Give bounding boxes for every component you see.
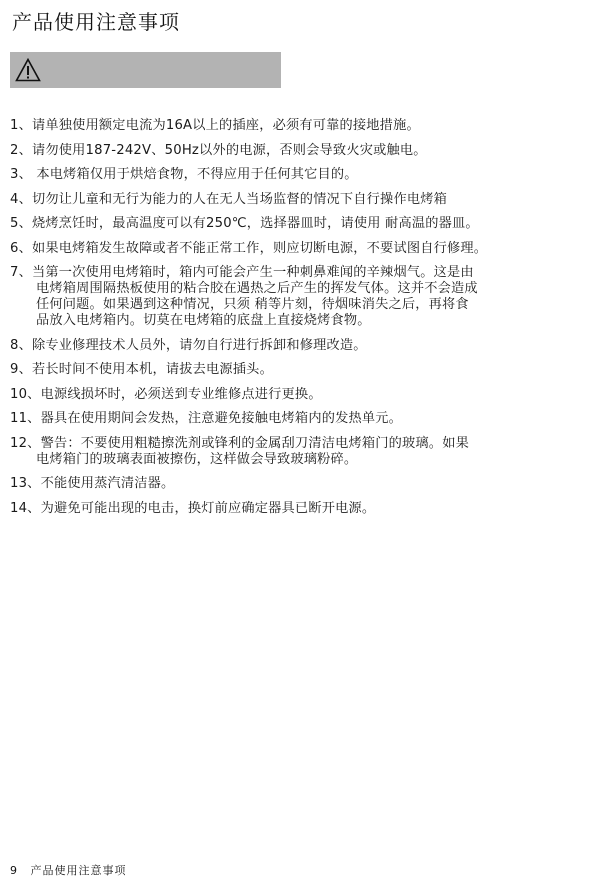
safety-note-line: 品放入电烤箱内。切莫在电烤箱的底盘上直接烧烤食物。 — [36, 313, 371, 328]
safety-note-line: 8、除专业修理技术人员外，请勿自行进行拆卸和修理改造。 — [10, 337, 367, 353]
page-footer — [10, 862, 127, 878]
safety-note-line: 3、 本电烤箱仅用于烘焙食物，不得应用于任何其它目的。 — [10, 167, 358, 182]
footer-section-title: 产品使用注意事项 — [30, 864, 127, 877]
safety-note-item — [10, 216, 596, 232]
safety-note-line: 电烤箱门的玻璃表面被擦伤，这样做会导致玻璃粉碎。 — [36, 451, 358, 467]
safety-note-line: 6、如果电烤箱发生故障或者不能正常工作，则应切断电源，不要试图自行修理。 — [10, 240, 488, 256]
safety-note-item — [10, 501, 596, 517]
safety-note-item — [10, 411, 596, 427]
safety-note-line: 14、为避免可能出现的电击，换灯前应确定器具已断开电源。 — [10, 500, 376, 516]
safety-note-item — [10, 143, 596, 159]
safety-note-line: 12、警告：不要使用粗糙擦洗剂或锋利的金属刮刀清洁电烤箱门的玻璃。如果 — [10, 435, 469, 451]
page-number: 9 — [10, 864, 18, 877]
safety-note-item — [10, 338, 596, 354]
warning-banner — [10, 52, 281, 88]
safety-notes-list — [10, 118, 596, 525]
safety-note-line: 任何问题。如果遇到这种情况，只须 稍等片刻，待烟味消失之后，再将食 — [36, 297, 469, 312]
warning-triangle-icon — [15, 58, 41, 82]
safety-note-item — [10, 476, 596, 492]
safety-note-line: 9、若长时间不使用本机，请拔去电源插头。 — [10, 362, 273, 377]
safety-note-line: 13、不能使用蒸汽清洁器。 — [10, 476, 175, 491]
safety-note-item — [10, 167, 596, 183]
safety-note-line: 1、请单独使用额定电流为16A以上的插座，必须有可靠的接地措施。 — [10, 118, 420, 133]
safety-note-item — [10, 265, 596, 329]
safety-note-line: 7、当第一次使用电烤箱时，箱内可能会产生一种刺鼻难闻的辛辣烟气。这是由 — [10, 265, 474, 280]
safety-note-line: 5、烧烤烹饪时，最高温度可以有250℃，选择器皿时，请使用 耐高温的器皿。 — [10, 216, 479, 231]
safety-note-line: 4、切勿让儿童和无行为能力的人在无人当场监督的情况下自行操作电烤箱 — [10, 191, 447, 207]
safety-note-line: 电烤箱周围隔热板使用的粘合胶在遇热之后产生的挥发气体。这并不会造成 — [36, 281, 478, 296]
safety-note-line: 11、器具在使用期间会发热，注意避免接触电烤箱内的发热单元。 — [10, 411, 403, 426]
safety-note-line: 10、电源线损坏时，必须送到专业维修点进行更换。 — [10, 386, 322, 402]
safety-note-line: 2、请勿使用187-242V、50Hz以外的电源，否则会导致火灾或触电。 — [10, 142, 427, 158]
page-title: 产品使用注意事项 — [12, 10, 180, 34]
safety-note-item — [10, 387, 596, 403]
safety-note-item — [10, 241, 596, 257]
safety-note-item — [10, 118, 596, 134]
safety-note-item — [10, 192, 596, 208]
safety-note-item — [10, 362, 596, 378]
safety-note-item — [10, 436, 596, 468]
